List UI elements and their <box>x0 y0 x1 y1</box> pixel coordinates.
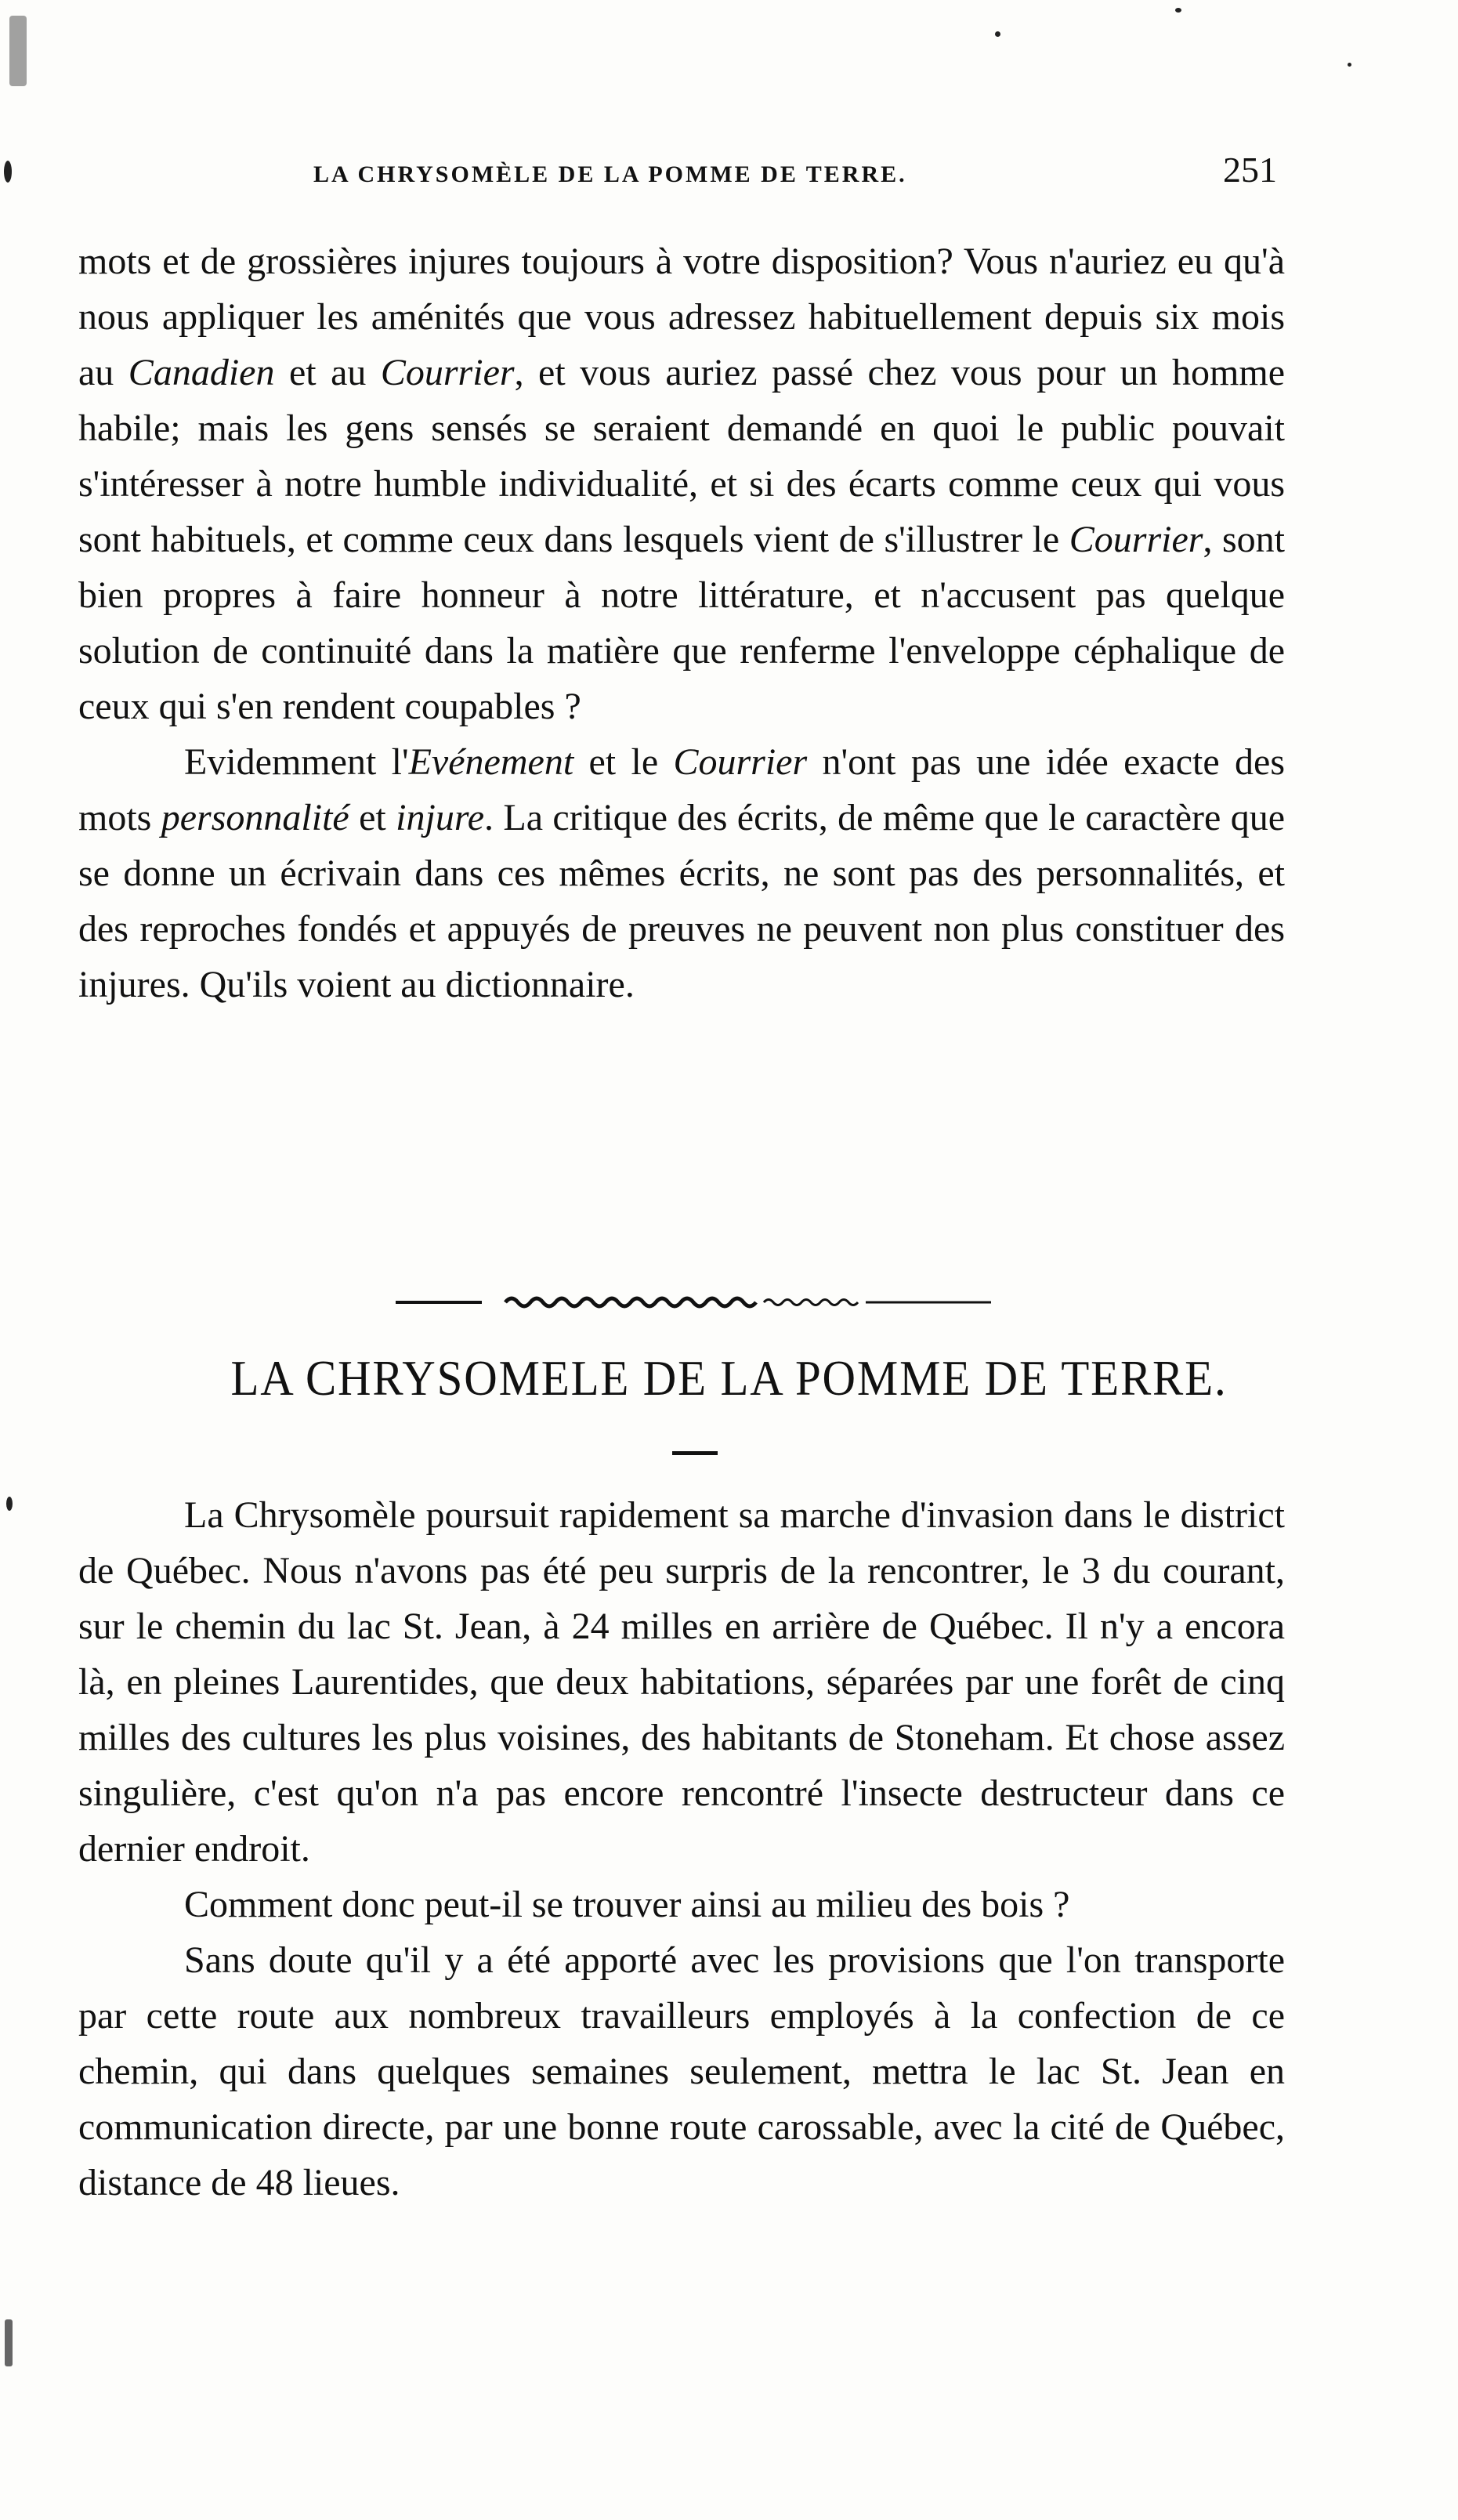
section-text <box>78 1487 1285 2210</box>
text-run: mots et de grossières injures toujours à votre disposition? <box>78 241 953 282</box>
italic-run: injure <box>396 797 485 838</box>
text-run: Vous n'auriez eu qu'à nous appliquer les aménités que vous <box>78 241 1286 338</box>
paragraph <box>78 234 1285 734</box>
paragraph: Comment donc peut-il se trouver ainsi au milieu des bois ? <box>184 1884 1070 1925</box>
scan-speck <box>1175 8 1181 13</box>
italic-run: Courrier <box>380 352 515 393</box>
text-run: Evidemment l' <box>184 741 409 783</box>
scan-speck <box>995 31 1000 37</box>
scan-speck <box>9 16 27 86</box>
section-title: LA CHRYSOMELE DE LA POMME DE TERRE. <box>230 1350 1228 1406</box>
paragraph <box>78 734 1285 1012</box>
ornament-divider <box>396 1285 991 1316</box>
text-run: , sont bien propres à faire honneur à notre littérature, et n'accusent pas quelque solution de continuité dans la matière que renferme l'enveloppe céphalique de ceux qui s'en rendent coupables ? <box>78 519 1286 727</box>
text-run: adressez habituellement depuis six mois au <box>78 296 1286 393</box>
italic-run: Courrier <box>673 741 808 783</box>
running-title: LA CHRYSOMÈLE DE LA POMME DE TERRE. <box>313 161 907 187</box>
italic-run: Canadien <box>128 352 275 393</box>
continuation-text <box>78 234 1285 1012</box>
scan-speck <box>1348 63 1351 67</box>
paragraph: Sans doute qu'il y a été apporté avec les provisions que l'on transporte par cette route aux nombreux travailleurs employés à la confection de ce chemin, qui dans quelques semaines seulement, mettra le lac St. Jean en communication directe, par une bonne route carossable, avec la cité de Québec, distance de 48 lieues. <box>78 1939 1285 2203</box>
italic-run: personnalité <box>161 797 349 838</box>
text-run: et le <box>573 741 674 783</box>
paragraph: La Chrysomèle poursuit rapidement sa marche d'invasion dans le district de Québec. Nous n'avons pas été peu surpris de la rencontrer, le 3 du courant, sur le chemin du lac St. Jean, à 24 milles en arrière de Québec. Il n'y a encora là, en pleines Laurentides, que deux habitations, séparées par une forêt de cinq milles des cultures les plus voisines, des habitants de Stoneham. Et chose assez singulière, c'est qu'on n'a pas encore rencontré l'insecte destructeur dans ce dernier endroit. <box>78 1494 1285 1870</box>
scan-speck <box>4 161 12 183</box>
text-run: . La critique des écrits, de même que le caractère que se donne un écrivain dans ces mêmes écrits, ne sont pas des personnalités, et des reproches fondés et appuyés de preuves ne peuvent non plus constituer des injures. Qu'ils voient au dictionnaire. <box>78 797 1286 1005</box>
text-run: n'ont pas une idée exacte des mots <box>78 741 1285 838</box>
text-run: et <box>274 352 317 393</box>
title-rule <box>672 1451 718 1455</box>
scan-speck <box>6 1497 13 1511</box>
text-run: au <box>331 352 381 393</box>
text-run: et <box>349 797 396 838</box>
scan-speck <box>5 2319 13 2366</box>
page-header <box>306 143 1277 205</box>
page-number: 251 <box>1223 150 1277 190</box>
italic-run: Evénement <box>408 741 574 783</box>
text-run: , et vous auriez passé chez vous pour un homme habile; mais les gens sensés se seraient demandé en quoi le public pouvait s'intéresser à notre humble individualité, et si des écarts comme ceux qui vous sont habituels, et comme ceux dans lesquels vient de s'illustrer le <box>78 352 1285 560</box>
italic-run: Courrier <box>1069 519 1203 560</box>
